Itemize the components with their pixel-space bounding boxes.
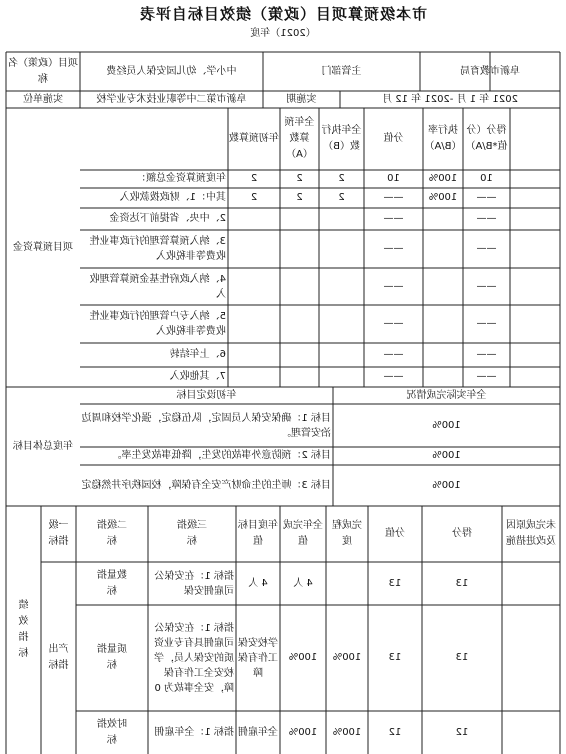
indicator-target: 全年雇佣 <box>238 727 278 738</box>
budget-cell-initial: 2 <box>250 192 258 203</box>
budget-cell-executed: 2 <box>338 173 345 184</box>
indicator-actual: 100% <box>288 726 318 738</box>
indicator-completion: 100% <box>332 652 362 663</box>
indicator-level3: 指标 1：在安保公司雇佣安保 <box>154 570 234 597</box>
indicator-level3: 指标 1：全年雇佣 <box>154 727 234 738</box>
col-completion: 完成程度 <box>332 520 362 547</box>
col-level2: 二级指标 <box>97 520 127 547</box>
goals-header-initial: 年初设定目标 <box>176 389 237 401</box>
budget-row-label: 6、上年结转 <box>169 349 226 360</box>
output-indicator-label: 产出指标 <box>48 644 69 671</box>
budget-cell-weight: 10 <box>387 173 400 184</box>
col-ind-weight: 分值 <box>385 528 405 539</box>
goal-actual: 100% <box>432 450 461 461</box>
implementing-unit-value: 阜新市第二中等职业技术专业学校 <box>96 93 247 105</box>
budget-row-label: 5、纳入专户管理的行政事业性收费等非税收入 <box>89 311 226 337</box>
budget-cell-weight: —— <box>383 349 404 360</box>
budget-cell-score: —— <box>476 213 497 224</box>
budget-cell-weight: —— <box>383 213 404 224</box>
budget-section-label: 项目预算资金 <box>13 241 73 253</box>
goal-actual: 100% <box>432 479 461 491</box>
budget-cell-weight: —— <box>383 280 404 292</box>
indicator-level2: 数量指标 <box>97 569 127 597</box>
form-year: （2021）年度 <box>250 28 316 39</box>
budget-cell-executed: 2 <box>338 192 345 203</box>
period-label: 实施期 <box>286 93 317 105</box>
performance-indicator-label: 绩效指标 <box>18 600 29 659</box>
budget-cell-adjusted: 2 <box>296 192 303 203</box>
budget-row-label: 2、中央、省提前下达资金 <box>109 213 226 224</box>
col-adjusted-budget: 全年预算数（A） <box>284 117 315 160</box>
col-annual-target: 年度目标值 <box>238 520 278 547</box>
col-score: 得分（分值*B/A） <box>465 125 508 152</box>
budget-row-label: 7、其他收入 <box>169 371 226 382</box>
budget-cell-score: —— <box>476 318 497 329</box>
period-value: 2021 年 1 月 -2021 年 12 月 <box>382 93 518 105</box>
indicator-weight: 12 <box>388 726 402 738</box>
implementing-unit-label: 实施单位 <box>23 93 63 105</box>
budget-cell-score: —— <box>476 243 497 254</box>
form-title: 市本级预算项目（政策）绩效目标自评表 <box>139 5 428 23</box>
col-executed: 全年执行数（B） <box>321 125 362 152</box>
department-value: 阜新市教育局 <box>460 66 520 77</box>
col-reason: 未完成原因及改进措施 <box>506 520 556 547</box>
goals-header-actual: 全年实际完成情况 <box>406 389 487 401</box>
col-actual-value: 全年完成值 <box>283 520 323 547</box>
budget-row-label: 其中：1、财政拨款收入 <box>119 192 226 203</box>
indicator-target: 4 人 <box>248 577 268 589</box>
project-name-value: 中小学、幼儿园安保人员经费 <box>106 66 237 77</box>
budget-cell-rate: 100% <box>428 192 458 203</box>
goal-target: 目标 1：确保安保人员固定，队伍稳定，强化学校和周边治安管理。 <box>81 412 331 439</box>
indicator-weight: 13 <box>388 577 402 589</box>
indicator-completion: 100% <box>332 726 362 738</box>
indicator-weight: 13 <box>388 652 402 663</box>
budget-cell-score: —— <box>476 280 497 292</box>
budget-cell-weight: —— <box>383 371 404 382</box>
budget-cell-weight: —— <box>383 243 404 254</box>
goal-actual: 100% <box>432 419 461 431</box>
col-exec-rate: 执行率（B/A） <box>424 125 462 152</box>
budget-cell-initial: 2 <box>250 173 258 184</box>
budget-row-label: 年度预算资金总额： <box>136 173 226 184</box>
indicator-score: 13 <box>455 577 469 589</box>
indicator-score: 12 <box>455 726 469 738</box>
indicator-target: 学校安保工作有保障 <box>238 637 278 679</box>
indicator-actual: 100% <box>288 652 318 663</box>
budget-cell-score: 10 <box>480 173 493 184</box>
indicator-actual: 4 人 <box>293 577 313 589</box>
budget-cell-score: —— <box>476 371 497 382</box>
goal-target: 目标 2：预防意外事故的发生，降低事故发生率。 <box>111 450 331 461</box>
indicator-level2: 质量指标 <box>97 644 127 671</box>
col-ind-score: 得分 <box>452 528 472 539</box>
project-name-label: 项目（政策）名称 <box>8 58 78 85</box>
indicator-level3: 指标 1：在安保公司雇佣具有专业资质的安保人员，学校安全工作有保障，安全事故为 0 <box>154 622 234 694</box>
budget-row-label: 4、纳入政府性基金预算管理收入 <box>89 273 226 300</box>
indicator-score: 13 <box>455 652 469 663</box>
annual-goals-label: 年度总体目标 <box>13 440 73 452</box>
budget-cell-rate: 100% <box>428 173 458 184</box>
budget-row-label: 3、纳入预算管理的行政事业性收费等非税收入 <box>89 236 226 262</box>
goal-target: 目标 3：师生的生命财产安全有保障，校园秩序井然稳定 <box>81 480 331 491</box>
budget-cell-score: —— <box>476 349 497 360</box>
col-weight: 分值 <box>383 133 404 144</box>
col-level3: 三级指标 <box>177 520 207 547</box>
budget-cell-score: —— <box>476 192 497 203</box>
budget-cell-adjusted: 2 <box>296 173 303 184</box>
col-initial-budget: 年初预算数 <box>229 133 279 144</box>
budget-cell-weight: —— <box>383 192 404 203</box>
col-level1: 一级指标 <box>48 520 69 547</box>
indicator-level2: 时效指标 <box>97 718 127 746</box>
department-label: 主管部门 <box>321 66 362 77</box>
budget-cell-weight: —— <box>383 318 404 329</box>
